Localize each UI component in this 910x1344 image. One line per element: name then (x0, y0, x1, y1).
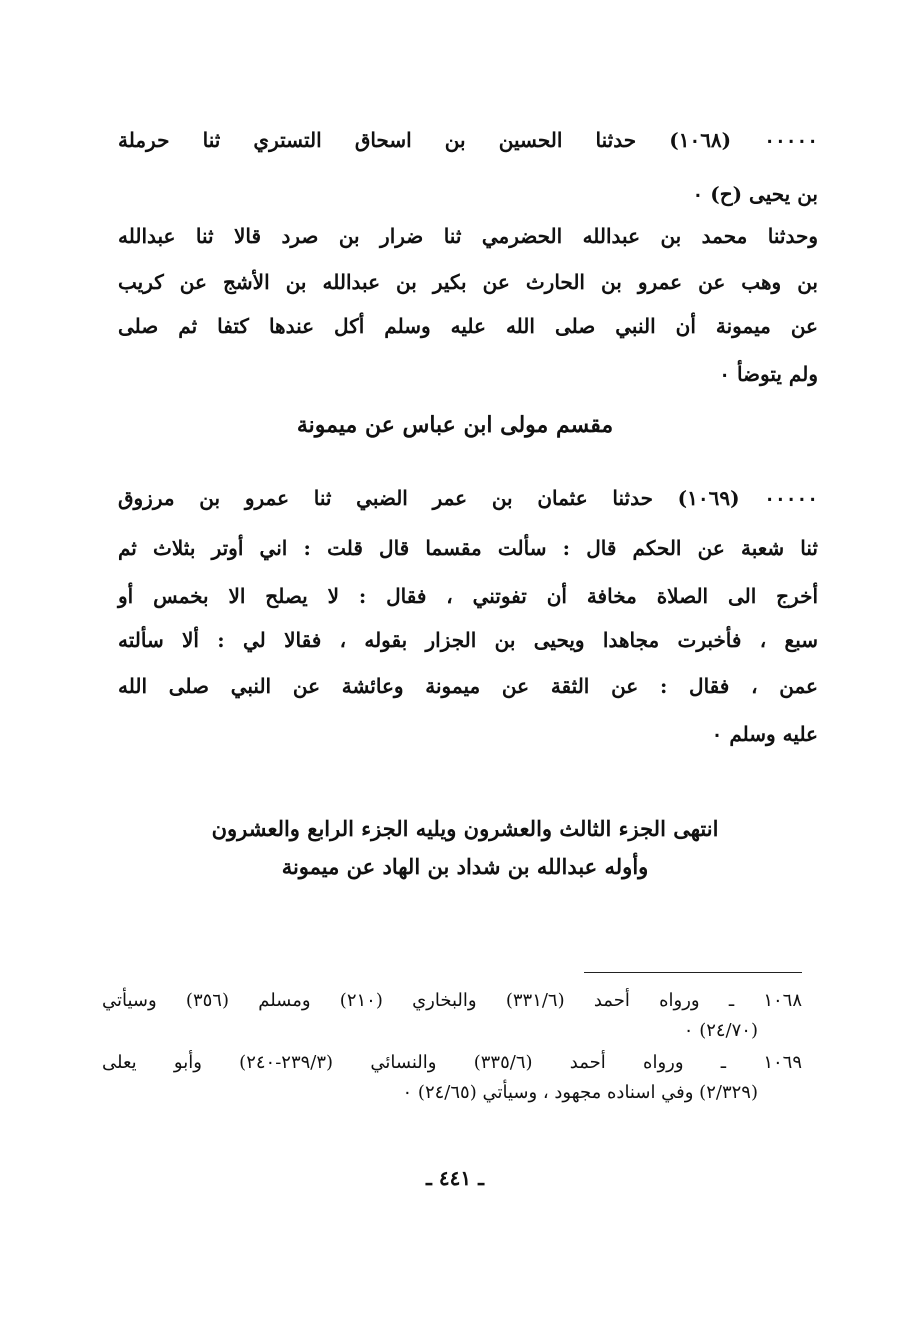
hadith-1068-line-6: ولم يتوضأ ٠ (719, 362, 818, 386)
page-number: ـ ٤٤١ ـ (426, 1166, 484, 1190)
footnote-1068-line-2: (٢٤/٧٠) ٠ (683, 1020, 758, 1041)
hadith-1069-line-5: عمن ، فقال : عن الثقة عن ميمونة وعائشة عن النبي صلى الله (118, 674, 818, 698)
hadith-1068-line-4: بن وهب عن عمرو بن الحارث عن بكير بن عبدالله بن الأشج عن كريب (118, 270, 818, 294)
hadith-1068-line-1: ٠٠٠٠٠ (١٠٦٨) حدثنا الحسين بن اسحاق التستري ثنا حرملة (118, 128, 818, 152)
hadith-1068-line-2: بن يحيى (ح) ٠ (692, 182, 818, 206)
closing-note-line-1: انتهى الجزء الثالث والعشرون ويليه الجزء الرابع والعشرون (211, 816, 719, 841)
footnote-1069-line-2: (٢/٣٢٩) وفي اسناده مجهود ، وسيأتي (٢٤/٦٥) ٠ (402, 1082, 758, 1103)
hadith-1068-line-3: وحدثنا محمد بن عبدالله الحضرمي ثنا ضرار بن صرد قالا ثنا عبدالله (118, 224, 818, 248)
hadith-1069-line-2: ثنا شعبة عن الحكم قال : سألت مقسما قال قلت : اني أوتر بثلاث ثم (118, 536, 818, 560)
footnote-1069-line-1: ١٠٦٩ ـ ورواه أحمد (٣٣٥/٦) والنسائي (٢٣٩/٣-٢٤٠) وأبو يعلى (102, 1052, 802, 1073)
section-heading: مقسم مولى ابن عباس عن ميمونة (296, 412, 614, 438)
closing-note-line-2: وأوله عبدالله بن شداد بن الهاد عن ميمونة (281, 854, 649, 879)
hadith-1069-line-6: عليه وسلم ٠ (711, 722, 818, 746)
hadith-1068-line-5: عن ميمونة أن النبي صلى الله عليه وسلم أكل عندها كتفا ثم صلى (118, 314, 818, 338)
hadith-1069-line-1: ٠٠٠٠٠ (١٠٦٩) حدثنا عثمان بن عمر الضبي ثنا عمرو بن مرزوق (118, 486, 818, 510)
hadith-1069-line-3: أخرج الى الصلاة مخافة أن تفوتني ، فقال : لا يصلح الا بخمس أو (118, 584, 818, 608)
footnote-separator (584, 972, 802, 973)
footnote-1068-line-1: ١٠٦٨ ـ ورواه أحمد (٣٣١/٦) والبخاري (٢١٠) ومسلم (٣٥٦) وسيأتي (102, 990, 802, 1011)
hadith-1069-line-4: سبع ، فأخبرت مجاهدا ويحيى بن الجزار بقوله ، فقالا لي : ألا سألته (118, 628, 818, 652)
